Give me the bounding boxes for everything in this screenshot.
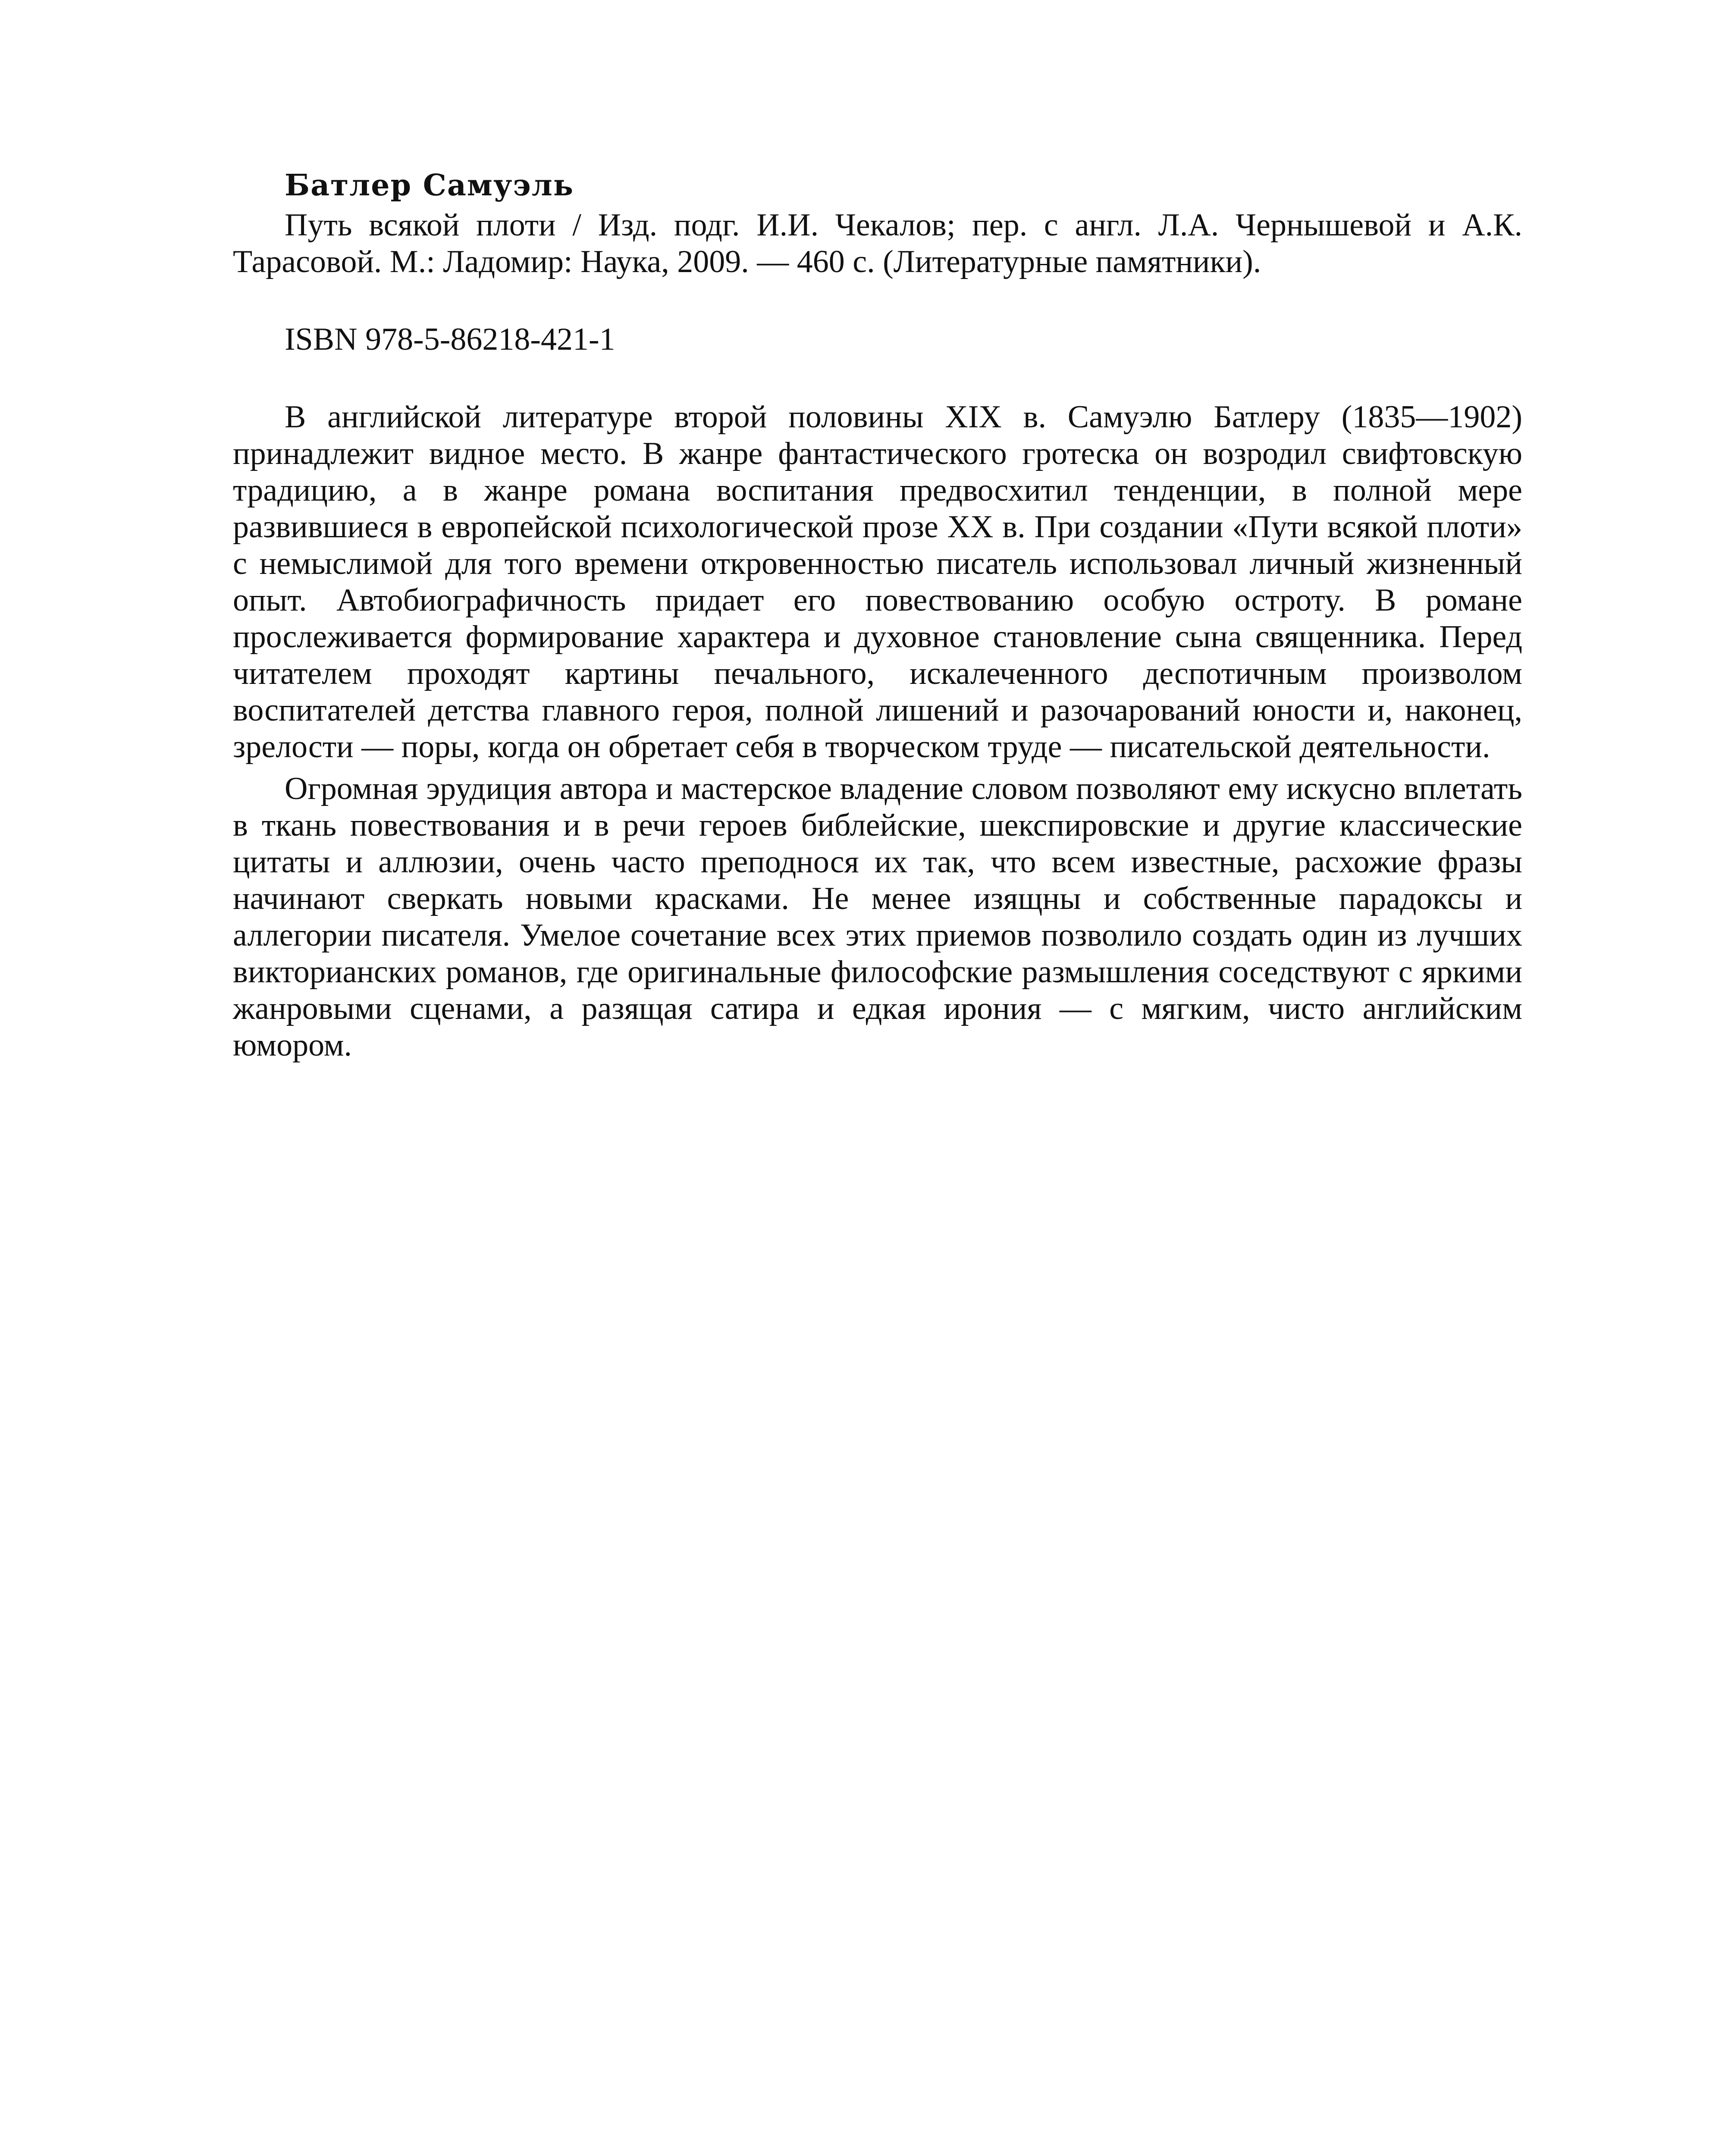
annotation-paragraph: Огромная эрудиция автора и мастерское владение словом позволяют ему искусно вплетать в ткань повествования и в речи героев библейские, шекспировские и другие классические цитаты и аллюзии, очень часто преподнося их так, что всем известные, расхожие фразы начинают сверкать новыми красками. Не менее изящны и собственные парадоксы и аллегории писателя. Умелое сочетание всех этих приемов позволило создать один из лучших викторианских романов, где оригинальные философские размышления соседствуют с яркими жанровыми сценами, а разящая сатира и едкая ирония — с мягким, чисто английским юмором. (233, 771, 1522, 1063)
annotation-paragraph: В английской литературе второй половины XIX в. Самуэлю Батлеру (1835—1902) принадлежит видное место. В жанре фантастического гротеска он возродил свифтовскую традицию, а в жанре романа воспитания предвосхитил тенденции, в полной мере развившиеся в европейской психологической прозе XX в. При создании «Пути всякой плоти» с немыслимой для того времени откровенностью писатель использовал личный жизненный опыт. Автобиографичность придает его повествованию особую остроту. В романе прослеживается формирование характера и духовное становление сына священника. Перед читателем проходят картины печального, искалеченного деспотичным произволом воспитателей детства главного героя, полной лишений и разочарований юности и, наконец, зрелости — поры, когда он обретает себя в творческом труде — писательской деятельности. (233, 399, 1522, 765)
citation-text: Путь всякой плоти / Изд. подг. И.И. Чекалов; пер. с англ. Л.А. Чернышевой и А.К. Тарасовой. М.: Ладомир: Наука, 2009. — 460 с. (Литературные памятники). (233, 207, 1522, 279)
author-heading: Батлер Самуэль (285, 168, 574, 203)
annotation (233, 399, 1522, 1064)
bibliographic-record (233, 164, 1522, 1064)
isbn-line: ISBN 978-5-86218-421-1 (285, 322, 615, 357)
